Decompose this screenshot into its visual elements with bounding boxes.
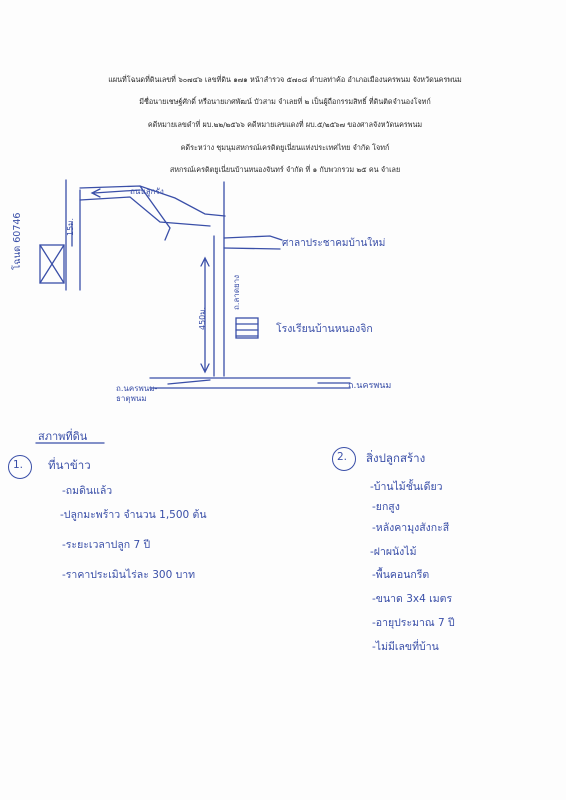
right-top-label: ศาลาประชาคมบ้านใหม่ [282,238,386,249]
section2-item-2: -ยกสูง [372,501,400,513]
header-line-4: คดีระหว่าง ชุมนุมสหกรณ์เครดิตยูเนี่ยนแห่งประเทศไทย จำกัด โจทก์ [180,143,390,152]
section2-item-3: -หลังคามุงสังกะสี [372,522,450,534]
section2-item-8: -ไม่มีเลขที่บ้าน [372,641,439,653]
bottom-right-label: ถ.นครพนม [348,381,392,391]
header-line-2: มีชื่อนายเชษฐ์ศักดิ์ หรือนายเกศพัฒน์ บัวสาม จำเลยที่ ๒ เป็นผู้ถือกรรมสิทธิ์ ที่ดินติดจำนองโจทก์ [139,97,431,106]
section2-item-7: -อายุประมาณ 7 ปี [372,617,455,629]
distance-label: 450ม. [198,306,207,330]
section1-item-1: -ถมดินแล้ว [62,485,113,497]
section1-item-4: -ราคาประเมินไร่ละ 300 บาท [62,569,196,581]
parcel-id-label: โฉนด 60746 [12,212,23,270]
notes-heading: สภาพที่ดิน [38,430,88,443]
branch-right-2 [224,248,280,249]
top-road-lower [80,197,210,226]
road-label: ถนนลูกรัง [130,187,164,196]
section1-item-3: -ระยะเวลาปลูก 7 ปี [62,539,151,551]
header-line-5: สหกรณ์เครดิตยูเนี่ยนบ้านหนองจันทร์ จำกัด ที่ ๑ กับพวกรวม ๒๕ คน จำเลย [169,165,401,174]
bottom-left-label: ถ.นครพนม-ธาตุพนม [116,384,158,403]
section2-item-5: -พื้นคอนกรีต [372,569,430,581]
section1-title: ที่นาข้าว [48,458,91,472]
section1-number: 1. [13,459,24,471]
header-line-3: คดีหมายเลขดำที่ ผบ.๒๒/๒๕๖๖ คดีหมายเลขแดงที่ ผบ.๕/๒๕๖๗ ของศาลจังหวัดนครพนม [147,120,423,129]
vertical-road-label: ถ.ลาดยาง [232,274,241,310]
width-label: 15ม. [66,218,75,236]
section2-item-6: -ขนาด 3x4 เมตร [372,593,453,605]
school-label: โรงเรียนบ้านหนองจิก [276,323,373,335]
header-line-1: แผนที่โฉนดที่ดินเลขที่ ๖๐๗๔๖ เลขที่ดิน ๑๗๑ หน้าสำรวจ ๕๗๐๘ ตำบลท่าค้อ อำเภอเมืองนครพนม จังหวัดนครพนม [108,75,462,84]
school-box [236,318,258,338]
branch-right [224,236,282,240]
section1-item-2: -ปลูกมะพร้าว จำนวน 1,500 ต้น [60,509,207,521]
section2-item-1: -บ้านไม้ชั้นเดียว [370,481,443,493]
section2-number: 2. [337,451,348,463]
section2-title: สิ่งปลูกสร้าง [366,451,426,465]
section2-item-4: -ฝาผนังไม้ [370,546,417,558]
